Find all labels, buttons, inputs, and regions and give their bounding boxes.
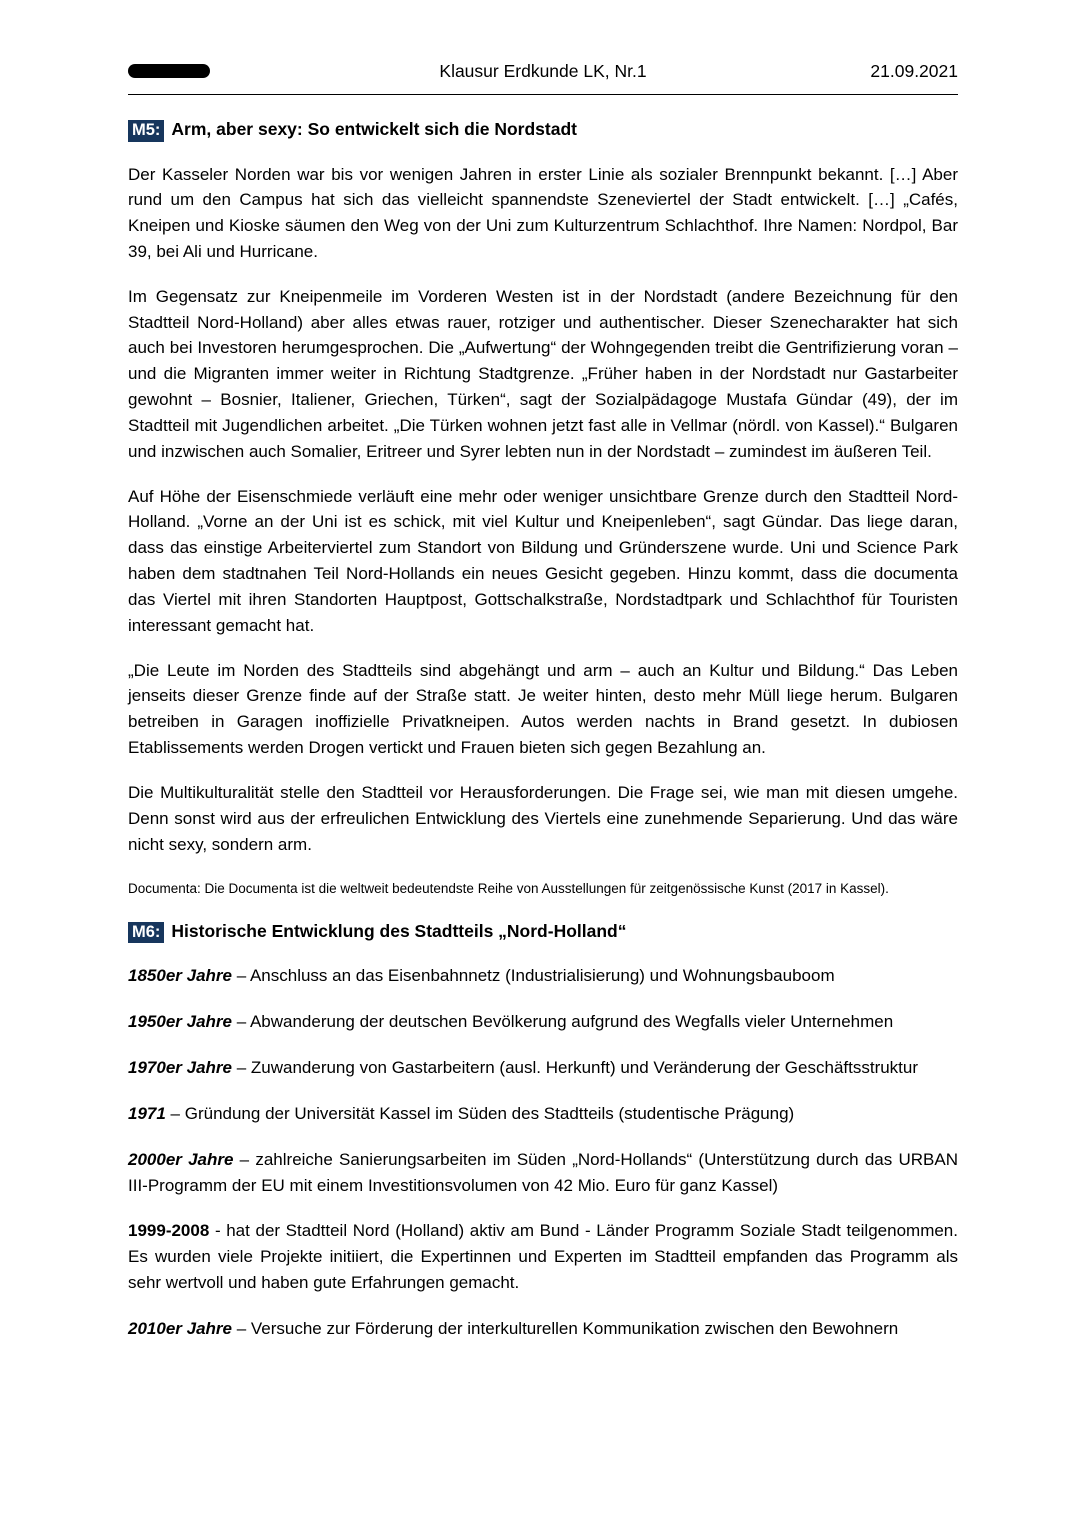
timeline-item [128, 1218, 958, 1295]
page-header [128, 52, 958, 95]
paragraph: Die Multikulturalität stelle den Stadtteil vor Herausforderungen. Die Frage sei, wie man mit diesen umgehe. Denn sonst wird aus der erfreulichen Entwicklung des Viertels eine zunehmende Separierung. Und das wäre nicht sexy, sondern arm. [128, 782, 958, 854]
timeline-item [128, 1009, 958, 1035]
timeline-text: – Zuwanderung von Gastarbeitern (ausl. Herkunft) und Veränderung der Geschäftsstruktur [231, 1058, 919, 1078]
paragraph: „Die Leute im Norden des Stadtteils sind abgehängt und arm – auch an Kultur und Bildung.“ Das Leben jenseits dieser Grenze finde auf der Straße statt. Je weiter hinten, desto mehr Müll liege herum. Bulgaren betreiben in Garagen inoffizielle Privatkneipen. Autos werden nachts in Brand gesetzt. In dubiosen Etablissements werden Drogen vertickt und Frauen bieten sich gegen Bezahlung an. [128, 660, 958, 758]
timeline-item [128, 1147, 958, 1199]
timeline-text: – Gründung der Universität Kassel im Süden des Stadtteils (studentische Prägung) [165, 1103, 795, 1123]
timeline-text: – Anschluss an das Eisenbahnnetz (Industrialisierung) und Wohnungsbauboom [231, 966, 835, 986]
section-heading-m6 [128, 921, 958, 944]
timeline-text: – Versuche zur Förderung der interkulturellen Kommunikation zwischen den Bewohnern [231, 1318, 899, 1338]
timeline-era: 1971 [128, 1103, 166, 1123]
page-content [128, 52, 958, 1362]
timeline-text: – zahlreiche Sanierungsarbeiten im Süden „Nord-Hollands“ (Unterstützung durch das URBAN III-Programm der EU mit einem Investitionsvolumen von 42 Mio. Euro für ganz Kassel) [128, 1149, 958, 1195]
timeline-text: - hat der Stadtteil Nord (Holland) aktiv am Bund - Länder Programm Soziale Stadt teilgenommen. Es wurden viele Projekte initiiert, die Expertinnen und Experten im Stadtteil empfanden das Programm als sehr wertvoll und haben gute Erfahrungen gemacht. [128, 1221, 958, 1293]
section-title-m5: Arm, aber sexy: So entwickelt sich die Nordstadt [171, 119, 577, 139]
timeline-era: 1970er Jahre [128, 1058, 232, 1078]
paragraph: Im Gegensatz zur Kneipenmeile im Vorderen Westen ist in der Nordstadt (andere Bezeichnung für den Stadtteil Nord-Holland) aber alles etwas rauer, rotziger und authentischer. Dieser Szenecharakter hat sich auch bei Investoren herumgesprochen. Die „Aufwertung“ der Wohngegenden treibt die Gentrifizierung voran – und die Migranten immer weiter in Richtung Stadtgrenze. „Früher haben in der Nordstadt nur Gastarbeiter gewohnt – Bosnier, Italiener, Griechen, Türken“, sagt der Sozialpädagoge Mustafa Gündar (49), der im Stadtteil mit Jugendlichen arbeitet. „Die Türken wohnen jetzt fast alle in Vellmar (nördl. von Kassel).“ Bulgaren und inzwischen auch Somalier, Eritreer und Syrer lebten nun in der Nordstadt – zumindest im äußeren Teil. [128, 286, 958, 461]
paragraph: Der Kasseler Norden war bis vor wenigen Jahren in erster Linie als sozialer Brennpunkt bekannt. […] Aber rund um den Campus hat sich das vielleicht spannendste Szeneviertel der Stadt entwickelt. […] „Cafés, Kneipen und Kioske säumen den Weg von der Uni zum Kulturzentrum Schlachthof. Ihre Namen: Nordpol, Bar 39, bei Ali und Hurricane. [128, 164, 958, 261]
timeline-era: 2010er Jahre [128, 1318, 232, 1338]
timeline-item [128, 1101, 958, 1127]
timeline-era: 1850er Jahre [128, 966, 232, 986]
header-title: Klausur Erdkunde LK, Nr.1 [439, 61, 647, 81]
paragraph: Auf Höhe der Eisenschmiede verläuft eine mehr oder weniger unsichtbare Grenze durch den Stadtteil Nord-Holland. „Vorne an der Uni ist es schick, mit viel Kultur und Kneipenleben“, sagt Gündar. Das liege daran, dass das einstige Arbeiterviertel zum Standort von Bildung und Gründerszene wurde. Uni und Science Park haben dem stadtnahen Teil Nord-Hollands ein neues Gesicht gegeben. Hinzu kommt, dass die documenta das Viertel mit ihren Standorten Hauptpost, Gottschalkstraße, Nordstadtpark und Schlachthof für Touristen interessant gemacht hat. [128, 486, 958, 635]
header-date: 21.09.2021 [870, 61, 958, 81]
timeline-item [128, 1055, 958, 1081]
footnote-documenta: Documenta: Die Documenta ist die weltweit bedeutendste Reihe von Ausstellungen für zeitgenössische Kunst (2017 in Kassel). [128, 881, 889, 897]
timeline-item [128, 963, 958, 989]
timeline-era: 2000er Jahre [128, 1149, 234, 1169]
timeline-era: 1950er Jahre [128, 1012, 232, 1032]
material-tag-m6: M6: [128, 922, 164, 944]
section-heading-m5 [128, 119, 958, 142]
material-tag-m5: M5: [128, 120, 164, 142]
timeline-era: 1999-2008 [128, 1221, 210, 1241]
timeline-item [128, 1316, 958, 1342]
timeline-text: – Abwanderung der deutschen Bevölkerung aufgrund des Wegfalls vieler Unternehmen [231, 1012, 894, 1032]
section-title-m6: Historische Entwicklung des Stadtteils „Nord-Holland“ [171, 920, 627, 941]
